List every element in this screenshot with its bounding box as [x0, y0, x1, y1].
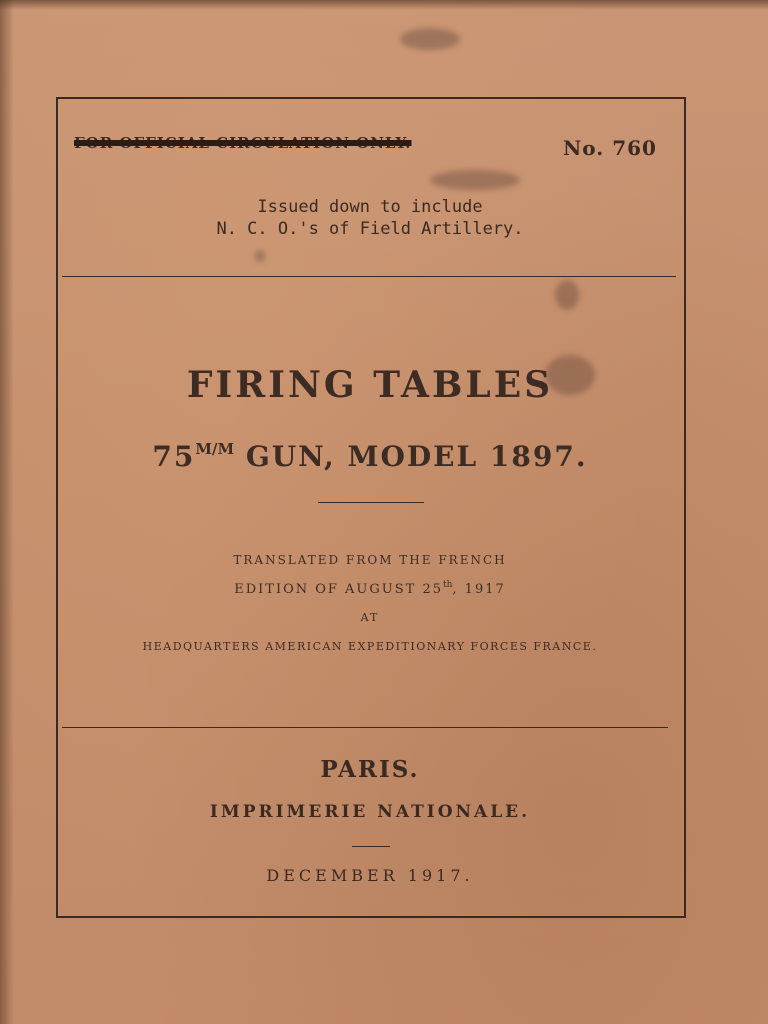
edition-suffix: , 1917 [452, 582, 506, 597]
edition-line [60, 580, 680, 597]
cover-subtitle [60, 440, 680, 473]
issued-note [130, 196, 610, 240]
divider-top [62, 276, 676, 277]
subtitle-rest: GUN, MODEL 1897. [234, 440, 588, 473]
struck-heading: FOR OFFICIAL CIRCULATION ONLY. [74, 134, 412, 152]
headquarters-line: HEADQUARTERS AMERICAN EXPEDITIONARY FORCES FRANCE. [142, 640, 598, 653]
subtitle-superscript: M/M [195, 440, 235, 458]
short-rule-lower [352, 846, 390, 847]
copy-number: No. 760 [563, 136, 657, 160]
subtitle-prefix: 75 [152, 440, 196, 473]
issued-line-1: Issued down to include [257, 197, 483, 217]
short-rule-upper [318, 502, 424, 503]
printer-name: IMPRIMERIE NATIONALE. [209, 802, 531, 822]
at-line: AT [360, 611, 380, 624]
translated-line: TRANSLATED FROM THE FRENCH [233, 553, 507, 567]
top-edge-shadow [0, 0, 768, 10]
spine-shadow [0, 0, 14, 1024]
issued-line-2: N. C. O.'s of Field Artillery. [216, 219, 524, 239]
divider-bottom [62, 727, 668, 728]
cover-title: FIRING TABLES [186, 364, 554, 406]
edition-prefix: EDITION OF AUGUST 25 [234, 582, 443, 597]
edition-superscript: th [442, 580, 453, 590]
publication-city: PARIS. [320, 756, 420, 783]
publication-date: DECEMBER 1917. [266, 866, 474, 885]
ink-stain [400, 28, 460, 50]
